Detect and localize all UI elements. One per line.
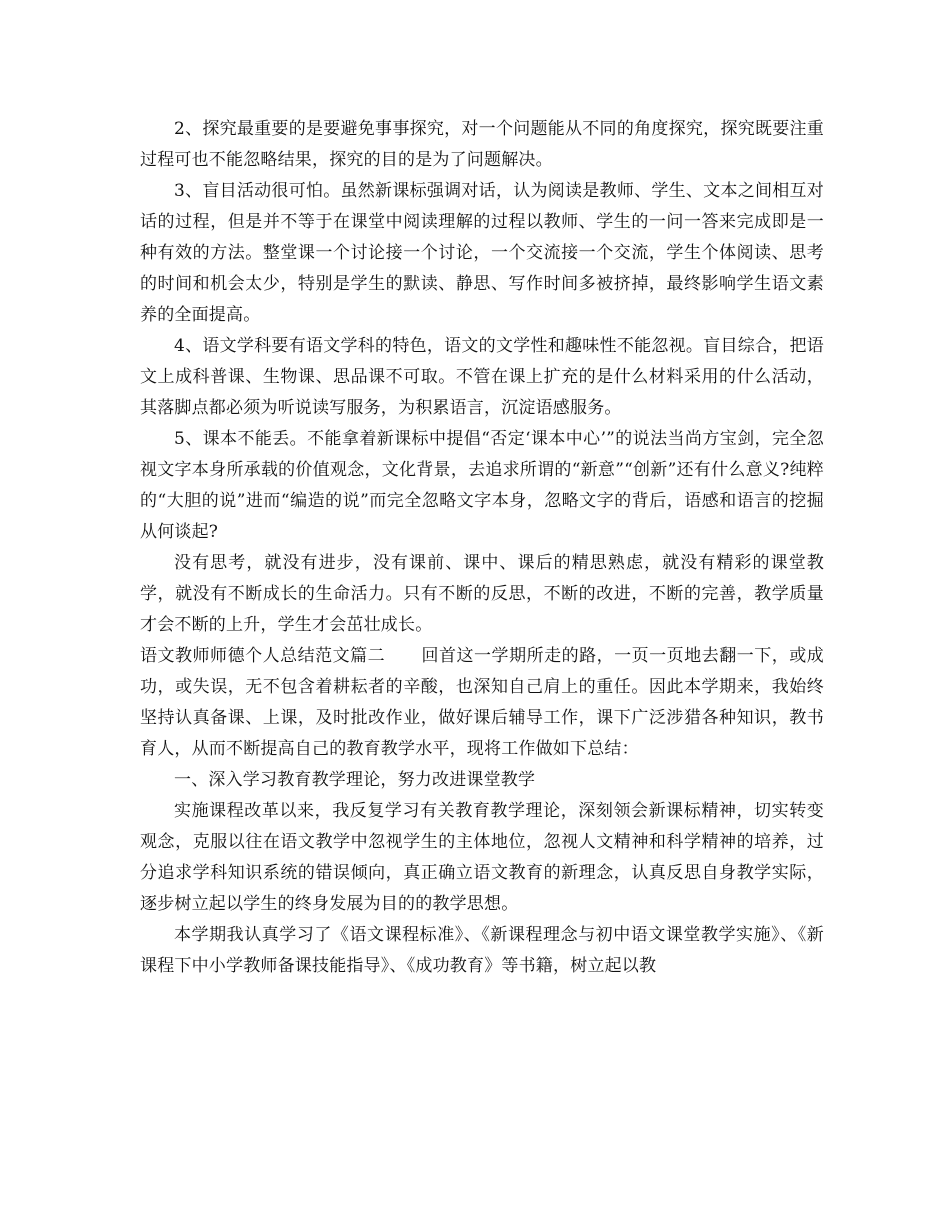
paragraph-point-2: 2、探究最重要的是要避免事事探究，对一个问题能从不同的角度探究，探究既要注重过程可也不能忽略结果，探究的目的是为了问题解决。 (140, 119, 824, 170)
paragraph-point-3: 3、盲目活动很可怕。虽然新课标强调对话，认为阅读是教师、学生、文本之间相互对话的过程，但是并不等于在课堂中阅读理解的过程以教师、学生的一问一答来完成即是一种有效的方法。整堂课一个讨论接一个讨论，一个交流接一个交流，学生个体阅读、思考的时间和机会太少，特别是学生的默读、静思、写作时间多被挤掉，最终影响学生语文素养的全面提高。 (140, 181, 824, 325)
paragraph-point-4: 4、语文学科要有语文学科的特色，语文的文学性和趣味性不能忽视。盲目综合，把语文上成科普课、生物课、思品课不可取。不管在课上扩充的是什么材料采用的什么活动，其落脚点都必须为听说读写服务，为积累语言，沉淀语感服务。 (140, 336, 824, 418)
section-two-paragraph (140, 641, 824, 765)
document-body (140, 114, 824, 982)
heading-one: 一、深入学习教育教学理论，努力改进课堂教学 (174, 770, 536, 790)
paragraph-theory: 实施课程改革以来，我反复学习有关教育教学理论，深刻领会新课标精神，切实转变观念，克服以往在语文教学中忽视学生的主体地位，忽视人文精神和科学精神的培养，过分追求学科知识系统的错误倾向，真正确立语文教育的新理念，认真反思自身教学实际，逐步树立起以学生的终身发展为目的的教学思想。 (140, 801, 824, 914)
section-intro: 回首这一学期所走的路，一页一页地去翻一下，或成功，或失误，无不包含着耕耘者的辛酸，也深知自己肩上的重任。因此本学期来，我始终坚持认真备课、上课，及时批改作业，做好课后辅导工作，课下广泛涉猎各种知识，教书育人，从而不断提高自己的教育教学水平，现将工作做如下总结： (140, 646, 824, 759)
section-title: 语文教师师德个人总结范文篇二 (140, 646, 386, 666)
paragraph-conclusion: 没有思考，就没有进步，没有课前、课中、课后的精思熟虑，就没有精彩的课堂教学，就没有不断成长的生命活力。只有不断的反思，不断的改进，不断的完善，教学质量才会不断的上升，学生才会茁壮成长。 (140, 553, 824, 635)
paragraph-reading: 本学期我认真学习了《语文课程标准》、《新课程理念与初中语文课堂教学实施》、《新课程下中小学教师备课技能指导》、《成功教育》等书籍，树立起以教 (140, 925, 824, 976)
paragraph-point-5: 5、课本不能丢。不能拿着新课标中提倡“否定‘课本中心’”的说法当尚方宝剑，完全忽视文字本身所承载的价值观念，文化背景，去追求所谓的“新意”“创新”还有什么意义?纯粹的“大胆的说”进而“编造的说”而完全忽略文字本身，忽略文字的背后，语感和语言的挖掘从何谈起? (140, 429, 824, 542)
